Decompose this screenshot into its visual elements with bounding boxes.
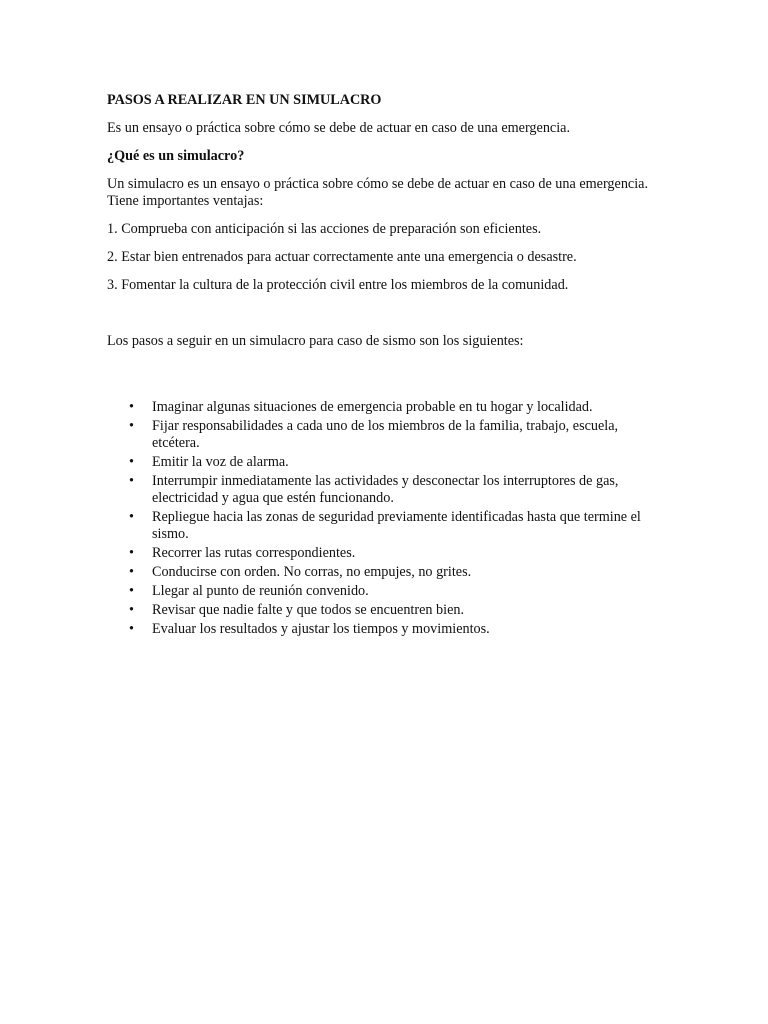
step-text: Imaginar algunas situaciones de emergencia probable en tu hogar y localidad. bbox=[152, 399, 593, 415]
section-question: ¿Qué es un simulacro? bbox=[107, 148, 245, 164]
spacer bbox=[107, 305, 667, 333]
bullet-icon: • bbox=[129, 583, 134, 599]
bullet-icon: • bbox=[129, 509, 134, 525]
step-text: Conducirse con orden. No corras, no empujes, no grites. bbox=[152, 564, 472, 580]
bullet-icon: • bbox=[129, 473, 134, 489]
spacer bbox=[107, 361, 667, 399]
list-item bbox=[107, 602, 667, 619]
bullet-icon: • bbox=[129, 564, 134, 580]
steps-intro: Los pasos a seguir en un simulacro para caso de sismo son los siguientes: bbox=[107, 333, 524, 349]
list-item bbox=[107, 545, 667, 562]
intro-paragraph: Es un ensayo o práctica sobre cómo se debe de actuar en caso de una emergencia. bbox=[107, 120, 570, 136]
steps-list bbox=[107, 399, 667, 638]
step-text: Revisar que nadie falte y que todos se encuentren bien. bbox=[152, 602, 465, 618]
definition-paragraph: Un simulacro es un ensayo o práctica sobre cómo se debe de actuar en caso de una emergencia. Tiene importantes ventajas: bbox=[107, 176, 649, 209]
bullet-icon: • bbox=[129, 602, 134, 618]
bullet-icon: • bbox=[129, 621, 134, 637]
list-item bbox=[107, 473, 667, 507]
bullet-icon: • bbox=[129, 418, 134, 434]
list-item bbox=[107, 509, 667, 543]
advantage-item: 3. Fomentar la cultura de la protección civil entre los miembros de la comunidad. bbox=[107, 277, 569, 293]
bullet-icon: • bbox=[129, 545, 134, 561]
list-item bbox=[107, 399, 667, 416]
bullet-icon: • bbox=[129, 454, 134, 470]
step-text: Repliegue hacia las zonas de seguridad previamente identificadas hasta que termine el sismo. bbox=[152, 509, 641, 542]
list-item bbox=[107, 621, 667, 638]
advantage-item: 2. Estar bien entrenados para actuar correctamente ante una emergencia o desastre. bbox=[107, 249, 577, 265]
step-text: Recorrer las rutas correspondientes. bbox=[152, 545, 356, 561]
step-text: Interrumpir inmediatamente las actividades y desconectar los interruptores de gas, electricidad y agua que estén funcionando. bbox=[152, 473, 619, 506]
bullet-icon: • bbox=[129, 399, 134, 415]
step-text: Fijar responsabilidades a cada uno de los miembros de la familia, trabajo, escuela, etcétera. bbox=[152, 418, 619, 451]
list-item bbox=[107, 418, 667, 452]
step-text: Llegar al punto de reunión convenido. bbox=[152, 583, 369, 599]
list-item bbox=[107, 454, 667, 471]
document-content bbox=[107, 92, 667, 640]
step-text: Emitir la voz de alarma. bbox=[152, 454, 289, 470]
list-item bbox=[107, 564, 667, 581]
step-text: Evaluar los resultados y ajustar los tiempos y movimientos. bbox=[152, 621, 490, 637]
document-title: PASOS A REALIZAR EN UN SIMULACRO bbox=[107, 92, 382, 108]
advantage-item: 1. Comprueba con anticipación si las acciones de preparación son eficientes. bbox=[107, 221, 542, 237]
list-item bbox=[107, 583, 667, 600]
